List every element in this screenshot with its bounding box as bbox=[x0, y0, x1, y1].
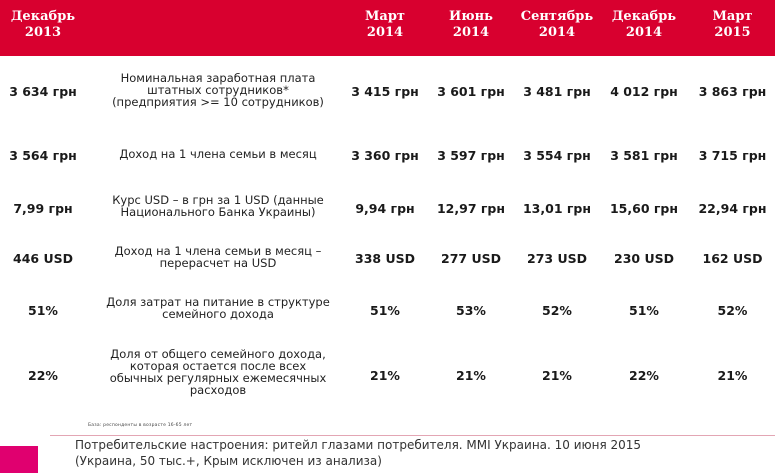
table-row bbox=[0, 69, 775, 113]
value-dec-2014: 15,60 грн bbox=[609, 201, 678, 216]
row-label-line: расходов bbox=[189, 383, 247, 397]
row-label bbox=[93, 72, 343, 108]
row-label bbox=[93, 194, 343, 218]
row-label-line: (предприятия >= 10 сотрудников) bbox=[112, 95, 324, 109]
value-dec-2013: 3 634 грн bbox=[9, 84, 77, 99]
table-row bbox=[0, 347, 775, 403]
value-jun-2014: 53% bbox=[456, 303, 486, 318]
footer bbox=[0, 433, 775, 473]
row-label-line: которая остается после всех bbox=[129, 359, 307, 373]
row-label-line: семейного дохода bbox=[162, 307, 274, 321]
row-label-line: штатных сотрудников* bbox=[147, 83, 289, 97]
value-sep-2014: 3 481 грн bbox=[523, 84, 591, 99]
row-label-line: Доход на 1 члена семьи в месяц bbox=[119, 147, 317, 161]
table-row bbox=[0, 295, 775, 327]
value-mar-2015: 52% bbox=[717, 303, 748, 318]
header-month: Март bbox=[712, 9, 753, 24]
value-dec-2013: 22% bbox=[28, 368, 58, 383]
value-mar-2014: 21% bbox=[370, 368, 400, 383]
row-label bbox=[93, 245, 343, 269]
header-year: 2014 bbox=[452, 25, 490, 40]
header-month: Июнь bbox=[449, 9, 493, 24]
value-mar-2014: 3 415 грн bbox=[351, 84, 419, 99]
value-sep-2014: 13,01 грн bbox=[522, 201, 591, 216]
row-label-line: Доля затрат на питание в структуре bbox=[106, 295, 330, 309]
header-year: 2014 bbox=[366, 25, 404, 40]
source-line: (Украина, 50 тыс.+, Крым исключен из анализа) bbox=[75, 454, 382, 468]
row-label-line: Национального Банка Украины) bbox=[120, 205, 316, 219]
value-dec-2014: 22% bbox=[629, 368, 659, 383]
accent-block bbox=[0, 446, 38, 473]
value-mar-2014: 9,94 грн bbox=[355, 201, 415, 216]
row-label bbox=[93, 296, 343, 320]
table-row bbox=[0, 193, 775, 225]
value-sep-2014: 52% bbox=[542, 303, 572, 318]
header-year: 2014 bbox=[625, 25, 663, 40]
row-label-line: Курс USD – в грн за 1 USD (данные bbox=[112, 193, 324, 207]
row-label-line: Номинальная заработная плата bbox=[120, 71, 316, 85]
row-label-line: Доход на 1 члена семьи в месяц – bbox=[114, 244, 322, 258]
header-month: Декабрь bbox=[10, 9, 76, 24]
value-mar-2014: 3 360 грн bbox=[351, 148, 419, 163]
row-label-line: Доля от общего семейного дохода, bbox=[110, 347, 326, 361]
row-label-line: перерасчет на USD bbox=[159, 256, 277, 270]
header-year: 2014 bbox=[538, 25, 576, 40]
value-jun-2014: 277 USD bbox=[441, 251, 501, 266]
value-mar-2014: 51% bbox=[370, 303, 400, 318]
base-note: База: респонденты в возрасте 16-65 лет bbox=[88, 423, 193, 428]
value-mar-2015: 22,94 грн bbox=[698, 201, 767, 216]
value-dec-2013: 3 564 грн bbox=[9, 148, 77, 163]
value-mar-2014: 338 USD bbox=[355, 251, 415, 266]
source-note bbox=[75, 437, 641, 469]
header-mar-2015 bbox=[690, 9, 775, 41]
header-year: 2015 bbox=[714, 25, 751, 40]
value-dec-2013: 7,99 грн bbox=[13, 201, 73, 216]
value-mar-2015: 3 863 грн bbox=[698, 84, 767, 99]
value-dec-2014: 3 581 грн bbox=[610, 148, 678, 163]
value-jun-2014: 3 601 грн bbox=[437, 84, 505, 99]
table-row bbox=[0, 146, 775, 166]
header-month: Сентябрь bbox=[520, 9, 594, 24]
value-dec-2013: 51% bbox=[28, 303, 58, 318]
footer-divider bbox=[50, 435, 775, 436]
header-year: 2013 bbox=[24, 25, 62, 40]
value-mar-2015: 21% bbox=[717, 368, 748, 383]
row-label bbox=[93, 348, 343, 396]
row-label-line: обычных регулярных ежемесячных bbox=[109, 371, 327, 385]
value-sep-2014: 273 USD bbox=[527, 251, 587, 266]
value-mar-2015: 3 715 грн bbox=[698, 148, 767, 163]
value-dec-2014: 51% bbox=[629, 303, 659, 318]
value-sep-2014: 3 554 грн bbox=[523, 148, 591, 163]
header-jun-2014 bbox=[428, 9, 514, 41]
header-sep-2014 bbox=[514, 9, 600, 41]
source-line: Потребительские настроения: ритейл глазами потребителя. MMI Украина. 10 июня 2015 bbox=[75, 438, 642, 452]
value-jun-2014: 12,97 грн bbox=[436, 201, 505, 216]
header-mar-2014 bbox=[343, 9, 427, 41]
value-jun-2014: 3 597 грн bbox=[437, 148, 505, 163]
row-label bbox=[93, 148, 343, 160]
header-month: Март bbox=[365, 9, 405, 24]
value-mar-2015: 162 USD bbox=[702, 251, 763, 266]
value-jun-2014: 21% bbox=[456, 368, 486, 383]
value-dec-2013: 446 USD bbox=[13, 251, 73, 266]
table-header bbox=[0, 0, 775, 56]
value-dec-2014: 230 USD bbox=[614, 251, 674, 266]
table-row bbox=[0, 244, 775, 276]
header-month: Декабрь bbox=[611, 9, 677, 24]
value-sep-2014: 21% bbox=[542, 368, 572, 383]
header-dec-2013 bbox=[0, 9, 86, 41]
value-dec-2014: 4 012 грн bbox=[610, 84, 678, 99]
header-dec-2014 bbox=[600, 9, 688, 41]
